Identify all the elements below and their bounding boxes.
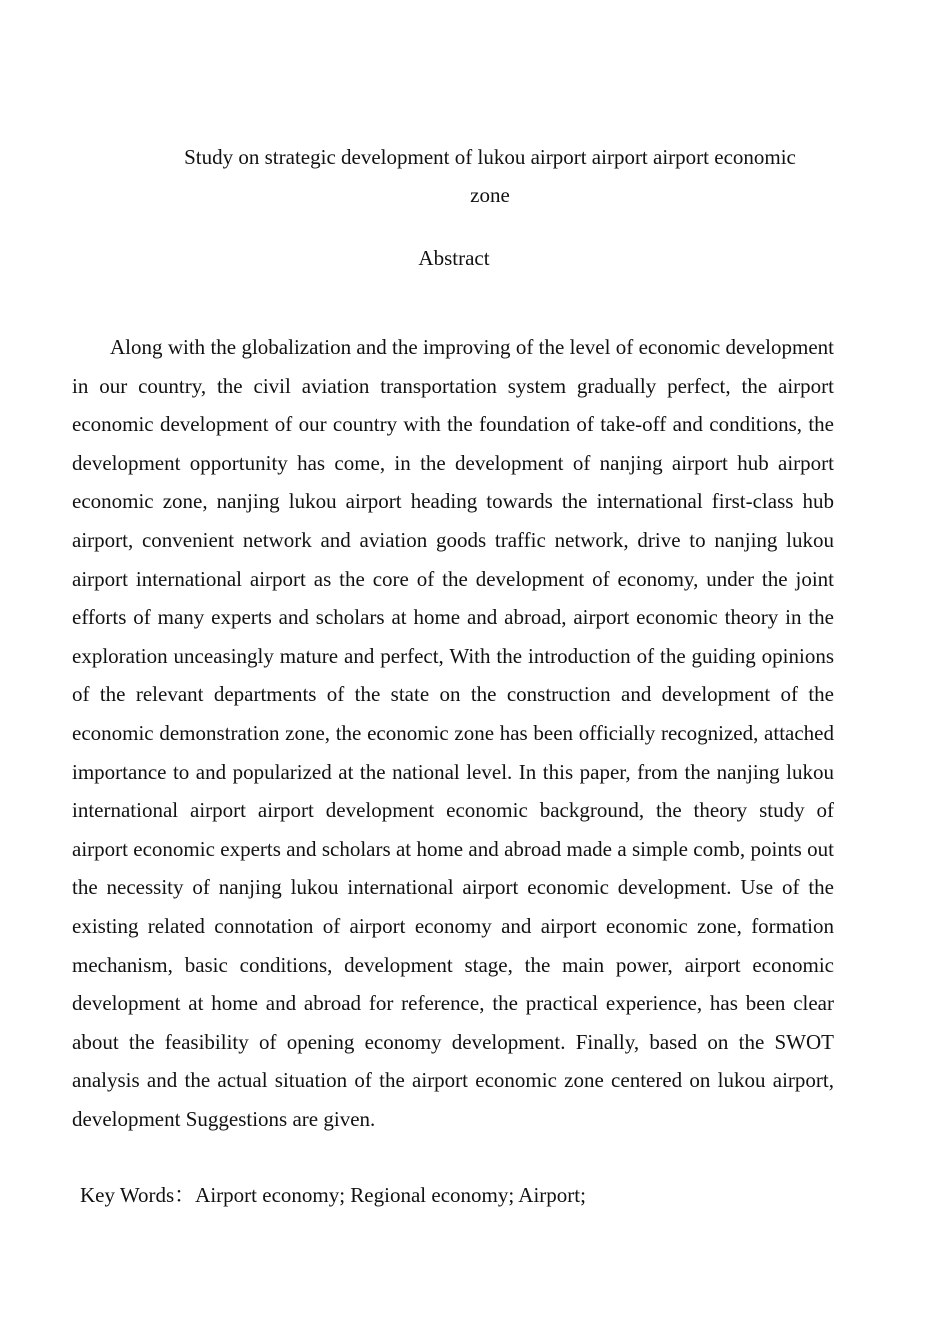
paper-title: [120, 138, 860, 214]
paper-title-line-1: Study on strategic development of lukou airport airport airport economic: [184, 145, 796, 169]
keywords-label: Key Words：: [80, 1183, 196, 1207]
keywords-value: Airport economy; Regional economy; Airport;: [195, 1183, 586, 1207]
abstract-heading: Abstract: [418, 246, 490, 270]
abstract-paragraph: Along with the globalization and the improving of the level of economic development in our country, the civil aviation transportation system gradually perfect, the airport economic development of our country with the foundation of take-off and conditions, the development opportunity has come, in the development of nanjing airport hub airport economic zone, nanjing lukou airport heading towards the international first-class hub airport, convenient network and aviation goods traffic network, drive to nanjing lukou airport international airport as the core of the development of economy, under the joint efforts of many experts and scholars at home and abroad, airport economic theory in the exploration unceasingly mature and perfect, With the introduction of the guiding opinions of the relevant departments of the state on the construction and development of the economic demonstration zone, the economic zone has been officially recognized, attached importance to and popularized at the national level. In this paper, from the nanjing lukou international airport airport development economic background, the theory study of airport economic experts and scholars at home and abroad made a simple comb, points out the necessity of nanjing lukou international airport economic development. Use of the existing related connotation of airport economy and airport economic zone, formation mechanism, basic conditions, development stage, the main power, airport economic development at home and abroad for reference, the practical experience, has been clear about the feasibility of opening economy development. Finally, based on the SWOT analysis and the actual situation of the airport economic zone centered on lukou airport, development Suggestions are given.: [72, 335, 834, 1131]
keywords-line: [80, 1178, 840, 1212]
paper-title-line-2: zone: [470, 183, 510, 207]
